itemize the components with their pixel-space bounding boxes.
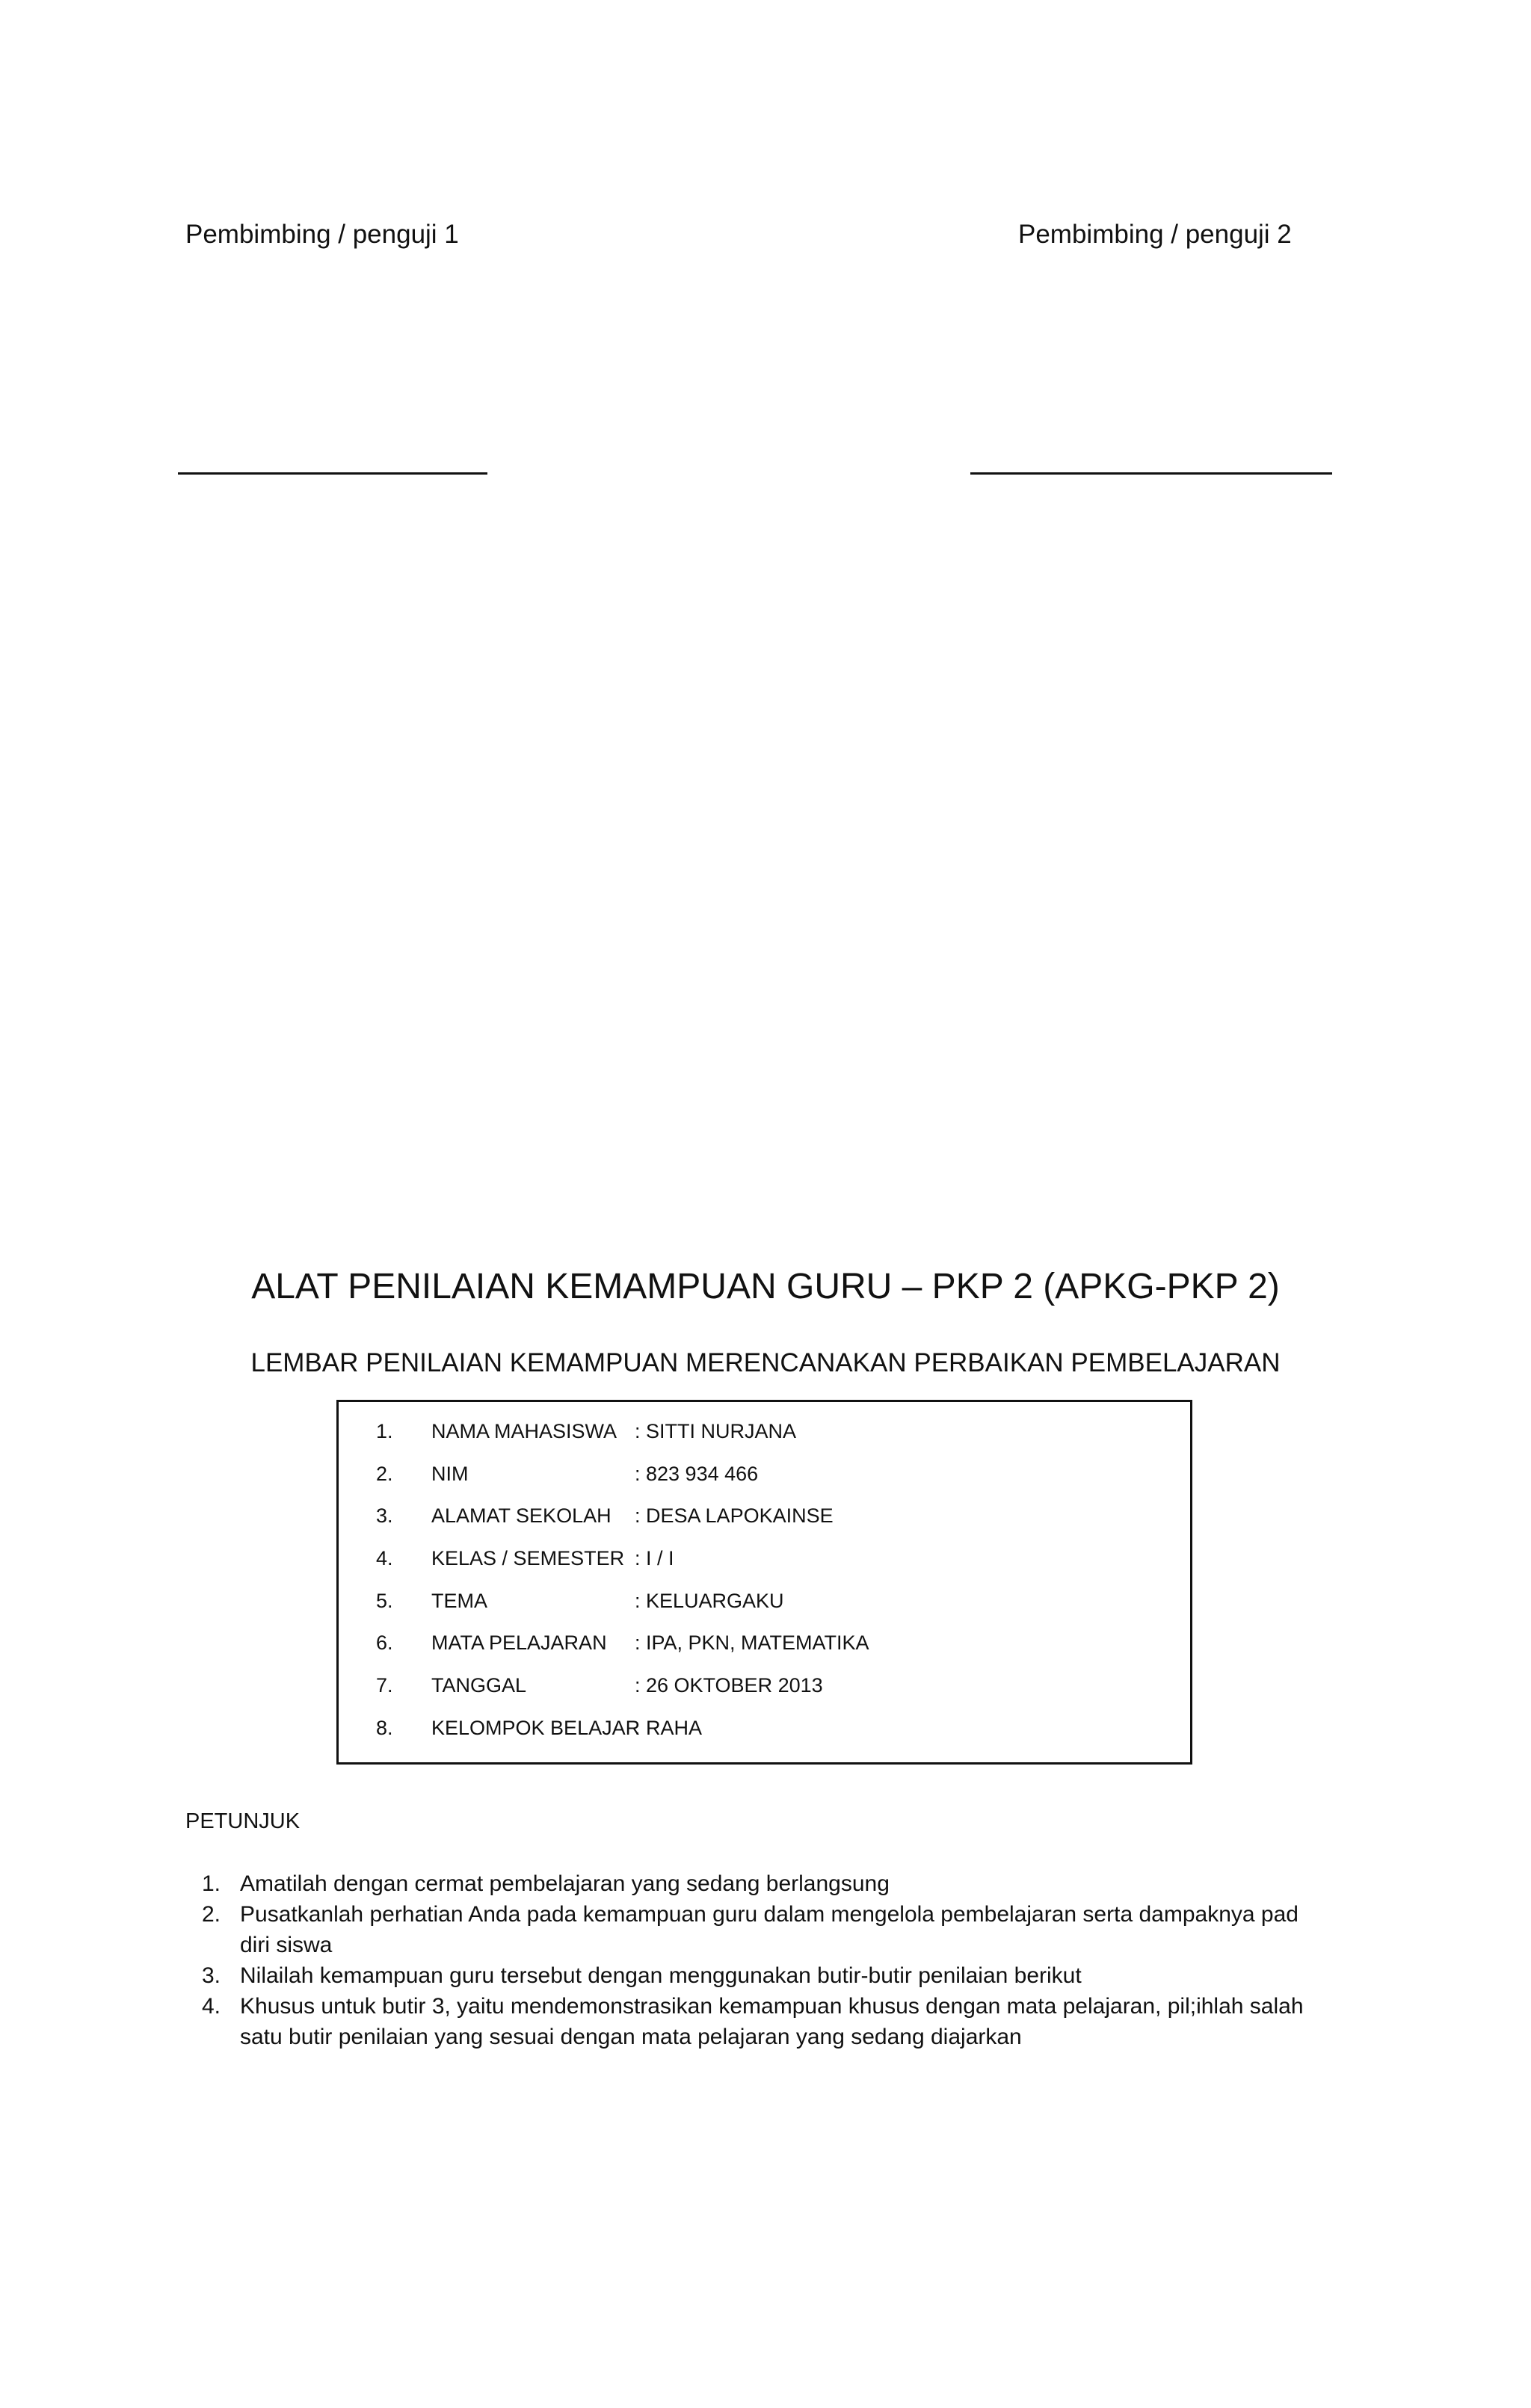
document-title: ALAT PENILAIAN KEMAMPUAN GURU – PKP 2 (APKG-PKP 2)	[251, 1267, 1280, 1306]
info-row-label: MATA PELAJARAN	[431, 1631, 607, 1655]
info-row-number: 2.	[376, 1462, 393, 1485]
info-row-number: 6.	[376, 1631, 393, 1655]
info-row-label: ALAMAT SEKOLAH	[431, 1504, 612, 1528]
instruction-number: 3.	[202, 1963, 221, 1988]
info-row-value: : IPA, PKN, MATEMATIKA	[635, 1631, 869, 1655]
instruction-number: 4.	[202, 1994, 221, 2019]
info-row-label: NIM	[431, 1462, 469, 1485]
instructions-list	[0, 1868, 1531, 2052]
info-row-number: 5.	[376, 1589, 393, 1612]
info-row-number: 3.	[376, 1504, 393, 1528]
info-row-number: 1.	[376, 1420, 393, 1442]
instructions-heading: PETUNJUK	[185, 1809, 301, 1833]
info-row-value: : I / I	[635, 1547, 674, 1570]
info-row-label: KELAS / SEMESTER	[431, 1547, 625, 1570]
signature-label-examiner-1: Pembimbing / penguji 1	[185, 220, 459, 249]
instruction-number: 1.	[202, 1871, 221, 1896]
info-row-label: TANGGAL	[431, 1674, 527, 1697]
document-subtitle: LEMBAR PENILAIAN KEMAMPUAN MERENCANAKAN PERBAIKAN PEMBELAJARAN	[250, 1348, 1281, 1377]
instruction-text: Khusus untuk butir 3, yaitu mendemonstrasikan kemampuan khusus dengan mata pelajaran, pil;ihlah salah satu butir penilaian yang sesuai dengan mata pelajaran yang sedang diajarkan	[240, 1994, 1304, 2049]
info-row-value: : DESA LAPOKAINSE	[635, 1504, 834, 1528]
signature-label-examiner-2: Pembimbing / penguji 2	[1018, 220, 1292, 249]
info-row-number: 8.	[376, 1716, 393, 1739]
instruction-item	[0, 1960, 1531, 1991]
instruction-text: Amatilah dengan cermat pembelajaran yang sedang berlangsung	[240, 1871, 890, 1896]
instruction-item	[0, 1868, 1531, 1899]
signature-line-examiner-2	[970, 472, 1332, 475]
info-row-number: 7.	[376, 1674, 393, 1697]
info-row-value: : KELUARGAKU	[635, 1589, 784, 1612]
info-row-label: TEMA	[431, 1589, 488, 1612]
info-row-value: : 823 934 466	[635, 1462, 759, 1485]
instruction-text: Nilailah kemampuan guru tersebut dengan menggunakan butir-butir penilaian berikut	[240, 1963, 1082, 1988]
instruction-number: 2.	[202, 1902, 221, 1927]
instruction-text: Pusatkanlah perhatian Anda pada kemampuan guru dalam mengelola pembelajaran serta dampaknya pad diri siswa	[240, 1902, 1299, 1957]
student-info-box	[336, 1400, 1192, 1765]
signature-line-examiner-1	[178, 472, 487, 475]
instruction-item	[0, 1991, 1531, 2052]
info-row-value: : 26 OKTOBER 2013	[635, 1674, 823, 1697]
instruction-item	[0, 1899, 1531, 1960]
info-row-label: KELOMPOK BELAJAR	[431, 1716, 641, 1739]
info-row-value: : RAHA	[635, 1716, 703, 1739]
info-row-value: : SITTI NURJANA	[635, 1420, 797, 1442]
info-row-label: NAMA MAHASISWA	[431, 1420, 617, 1442]
info-row-number: 4.	[376, 1547, 393, 1570]
